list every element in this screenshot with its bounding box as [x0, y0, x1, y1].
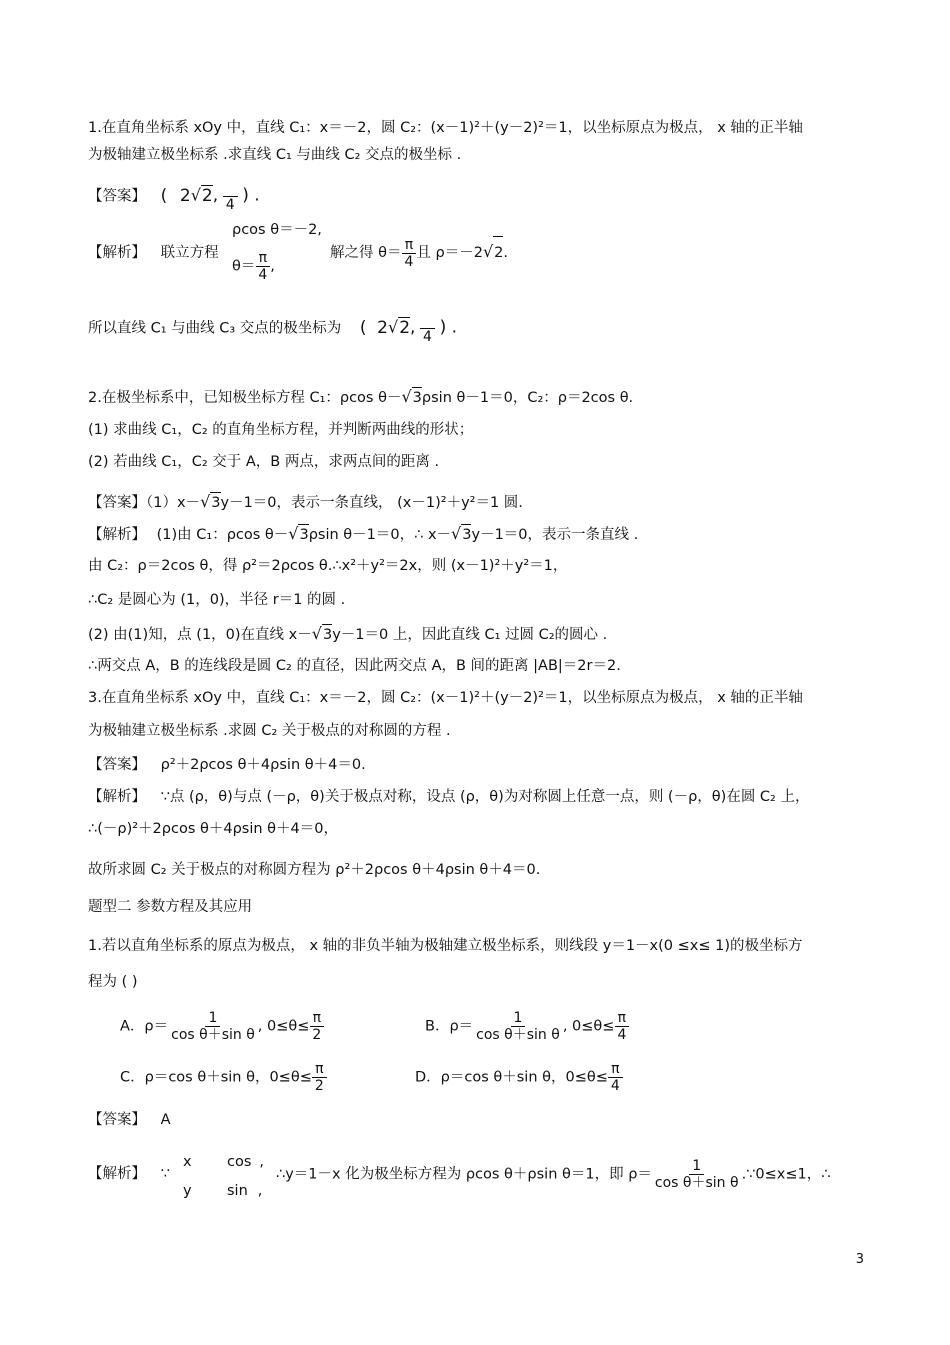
p3-question-line1: 3.在直角坐标系 xOy 中，直线 C₁：x＝－2，圆 C₂：(x－1)²＋(y－2)²＝1，以坐标原点为极点， x 轴的正半轴 — [88, 690, 803, 706]
p2-subquestion-2: (2) 若曲线 C₁，C₂ 交于 A，B 两点，求两点间的距离 . — [88, 454, 440, 470]
p3-analysis-line2: ∴(－ρ)²＋2ρcos θ＋4ρsin θ＋4＝0， — [88, 821, 338, 837]
s2-question-line1: 1.若以直角坐标系的原点为极点， x 轴的非负半轴为极轴建立极坐标系，则线段 y＝1－x(0 ≤x≤ 1)的极坐标方 — [88, 938, 803, 954]
sqrt-sign-icon: √ — [482, 242, 494, 261]
sqrt-sign-icon: √ — [311, 624, 322, 643]
sqrt-sign-icon: √ — [388, 317, 399, 337]
p2-subquestion-1: (1) 求曲线 C₁，C₂ 的直角坐标方程，并判断两曲线的形状； — [88, 422, 474, 438]
p3-analysis-line1: 【解析】 ∵点 (ρ，θ)与点 (－ρ，θ)关于极点对称，设点 (ρ，θ)为对称圆上任意一点，则 (－ρ，θ)在圆 C₂ 上， — [88, 789, 810, 805]
sqrt-sign-icon: √ — [190, 185, 201, 205]
s2-question-line2: 程为 ( ) — [88, 974, 138, 990]
p2-analysis-line2: 由 C₂：ρ＝2cos θ，得 ρ²＝2ρcos θ.∴x²＋y²＝2x，则 (x－1)²＋y²＝1， — [88, 558, 568, 574]
p1-question-line1: 1.在直角坐标系 xOy 中，直线 C₁：x＝－2，圆 C₂：(x－1)²＋(y－2)²＝1，以坐标原点为极点， x 轴的正半轴 — [88, 120, 803, 136]
p1-solution: 解之得 θ＝ $\frac{\pi}{4}$ 且 ρ＝－2√2. — [330, 236, 508, 270]
p1-system-eq1: ρcos θ＝－2, — [232, 222, 322, 238]
p3-analysis-line3: 故所求圆 C₂ 关于极点的对称圆方程为 ρ²＋2ρcos θ＋4ρsin θ＋4＝0. — [88, 862, 541, 878]
p2-answer: 【答案】（1）x－√3y－1＝0，表示一条直线， (x－1)²＋y²＝1 圆. — [88, 492, 523, 511]
sqrt-sign-icon: √ — [200, 492, 211, 511]
sqrt-sign-icon: √ — [401, 387, 412, 406]
answer-close: ) . — [242, 185, 260, 206]
p2-analysis-line4: (2) 由(1)知，点 (1，0)在直线 x－√3y－1＝0 上，因此直线 C₁ 过圆 C₂的圆心 . — [88, 624, 608, 643]
param-cos: cos , — [227, 1154, 265, 1170]
answer-open: ( — [160, 185, 168, 206]
p2-analysis-line5: ∴两交点 A，B 的连线段是圆 C₂ 的直径，因此两交点 A，B 间的距离 |AB|＝2r＝2. — [88, 658, 621, 674]
p2-analysis-line3: ∴C₂ 是圆心为 (1，0)，半径 r＝1 的圆 . — [88, 592, 346, 608]
option-c: C．ρ＝cos θ＋sin θ，0≤θ≤ $\frac{\pi}{2}$ — [120, 1061, 327, 1094]
param-y: y — [183, 1183, 192, 1199]
option-a: A．ρ＝ $\frac{1}{\text{cos θ＋sin θ}}$ , 0≤θ≤ $\frac{\pi}{2}$ — [120, 1010, 324, 1043]
p2-question-line1: 2.在极坐标系中，已知极坐标方程 C₁：ρcos θ－√3ρsin θ－1＝0，C₂：ρ＝2cos θ. — [88, 387, 634, 406]
answer-label: 【答案】 — [88, 188, 146, 205]
sqrt-sign-icon: √ — [288, 524, 299, 543]
p1-answer — [88, 180, 260, 213]
p1-system-eq2: θ＝ $\frac{\pi}{4}$ , — [232, 250, 275, 283]
section-title: 题型二 参数方程及其应用 — [88, 899, 253, 915]
option-d: D．ρ＝cos θ＋sin θ，0≤θ≤ $\frac{\pi}{4}$ — [415, 1061, 623, 1094]
option-b: B．ρ＝ $\frac{1}{\text{cos θ＋sin θ}}$ , 0≤θ≤ $\frac{\pi}{4}$ — [425, 1010, 629, 1043]
s2-analysis-label: 【解析】 ∵ — [88, 1166, 170, 1182]
answer-radicand: 2 — [201, 185, 213, 206]
answer-fraction: 4 — [223, 180, 238, 213]
p2-analysis-line1: 【解析】 (1)由 C₁：ρcos θ－√3ρsin θ－1＝0，∴ x－√3y－1＝0，表示一条直线 . — [88, 524, 639, 543]
answer-comma: , — [212, 185, 219, 206]
p1-question-line2: 为极轴建立极坐标系 .求直线 C₁ 与曲线 C₂ 交点的极坐标 . — [88, 147, 462, 163]
p1-analysis-label: 【解析】 联立方程 — [88, 245, 219, 261]
p3-answer: 【答案】 ρ²＋2ρcos θ＋4ρsin θ＋4＝0. — [88, 757, 366, 773]
s2-analysis-text: ∴y＝1－x 化为极坐标方程为 ρcos θ＋ρsin θ＝1，即 ρ＝ $\frac{1}{\text{cos θ＋sin θ}}$ .∵0≤x≤1，∴ — [276, 1158, 831, 1191]
answer-coefficient: 2 — [179, 185, 191, 206]
page-number: 3 — [855, 1252, 864, 1267]
p3-question-line2: 为极轴建立极坐标系 .求圆 C₂ 关于极点的对称圆的方程 . — [88, 723, 451, 739]
sqrt-sign-icon: √ — [451, 524, 462, 543]
param-x: x — [183, 1154, 192, 1170]
param-sin: sin , — [227, 1183, 263, 1199]
s2-answer: 【答案】 A — [88, 1112, 171, 1128]
p1-conclusion: 所以直线 C₁ 与曲线 C₃ 交点的极坐标为 ( 2√2, 4 ) . — [88, 312, 457, 345]
